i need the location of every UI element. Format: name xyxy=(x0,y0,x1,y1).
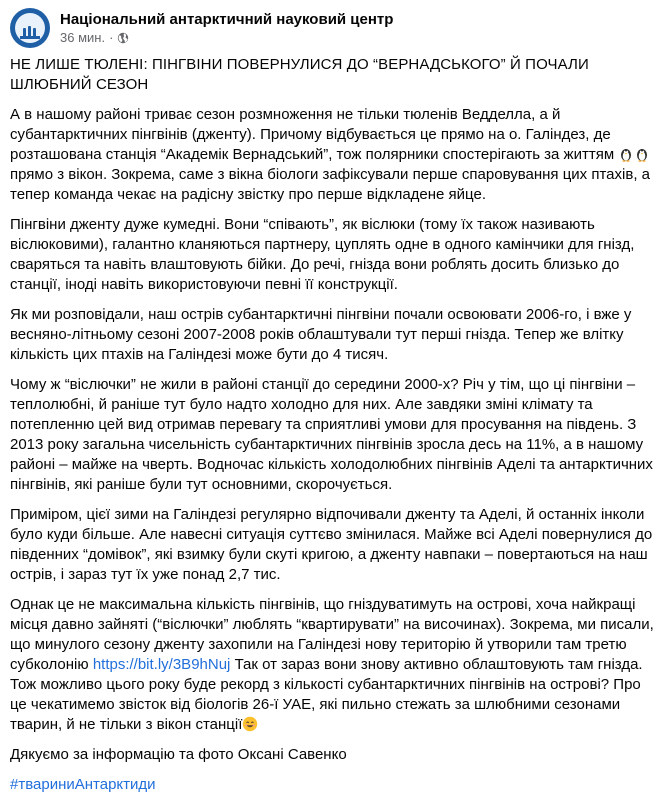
paragraph-1 xyxy=(10,105,660,205)
post-timestamp[interactable]: 36 мин. xyxy=(60,30,106,45)
paragraph-5: Приміром, цієї зими на Галіндезі регулярно відпочивали дженту та Аделі, й останніх інколи було куди більше. Але навесні ситуація суттєво змінилася. Майже всі Аделі повернулися до південних “домівок”, які взимку були скуті кригою, а дженту навпаки – повертаються на наш острів, і зараз тут їх уже понад 2,7 тис. xyxy=(10,506,653,583)
post-header xyxy=(10,8,660,48)
penguin-emoji-icon xyxy=(618,146,634,162)
paragraph-3: Як ми розповідали, наш острів субантарктичні пінгвіни почали освоювати 2006-го, і вже у весняно-літньому сезоні 2007-2008 років облаштували тут перші гнізда. Тепер же влітку кількість цих птахів на Галіндезі може бути до 4 тисяч. xyxy=(10,306,632,363)
hashtag-link[interactable]: #твариниАнтарктиди xyxy=(10,776,156,793)
page-name-link[interactable]: Національний антарктичний науковий центр xyxy=(60,11,394,28)
paragraph-1-text-cont: прямо з вікон. Зокрема, саме з вікна біологи зафіксували перше спаровування цих птахів, а тепер команда чекає на радісну звістку про перше відкладене яйце. xyxy=(10,166,650,203)
paragraph-6 xyxy=(10,595,660,735)
paragraph-6-text: Однак це не максимальна кількість пінгвінів, що гніздуватимуть на острові, хоча найкращі місця давно зайняті (“віслючки” люблять “квартирувати” на височинах). Зокрема, ми писали, що минулого сезону дженту захопили на Галіндезі нову територію й утворили там третю субколонію xyxy=(10,596,654,673)
page-avatar[interactable] xyxy=(10,8,50,48)
paragraph-2: Пінгвіни дженту дуже кумедні. Вони “співають”, як віслюки (тому їх також називають віслюковими), галантно кланяються партнеру, цуплять одне в одного камінчики для гнізд, сваряться та навіть влаштовують бійки. До речі, гнізда вони роблять досить близько до станції, іноді навіть використовуючи певні її конструкції. xyxy=(10,216,635,293)
globe-icon[interactable] xyxy=(117,32,129,44)
paragraph-1-text: А в нашому районі триває сезон розмноження не тільки тюленів Ведделла, а й субантарктичних пінгвінів (дженту). Причому відбувається це прямо на о. Галіндез, де розташована станція “Академік Вернадський”, тож полярники спостерігають за життям xyxy=(10,106,615,163)
paragraph-6-text-cont: Так от зараз вони знову активно облаштовують там гнізда. Тож можливо цього року буде рекорд з кількості субантарктичних пінгвінів на острові? Про це чекатимемо звісток від біологів 26-ї УАЕ, які пильно стежать за шлюбними сезонами тварин, й не тільки з вікон станції xyxy=(10,656,643,733)
paragraph-7: Дякуємо за інформацію та фото Оксані Савенко xyxy=(10,746,347,763)
post-body xyxy=(10,55,660,805)
paragraph-4: Чому ж “віслючки” не жили в районі станції до середини 2000-х? Річ у тім, що ці пінгвіни – теплолюбні, й раніше тут було надто холодно для них. Але завдяки зміні клімату та потепленню цей вид отримав перевагу та сприятливі умови для просування на південь. З 2013 року загальна чисельність субантарктичних пінгвінів зросла десь на 11%, а в нашому районі – майже на чверть. Водночас кількість холодолюбних пінгвінів Аделі та антарктичних пінгвінів, які раніше були тут основними, скорочується. xyxy=(10,376,653,493)
meta-separator: · xyxy=(109,30,114,45)
smiling-face-emoji-icon xyxy=(242,716,258,732)
penguin-emoji-icon xyxy=(634,146,650,162)
post-title: НЕ ЛИШЕ ТЮЛЕНІ: ПІНГВІНИ ПОВЕРНУЛИСЯ ДО “ВЕРНАДСЬКОГО” Й ПОЧАЛИ ШЛЮБНИЙ СЕЗОН xyxy=(10,56,589,93)
subcolony-link[interactable]: https://bit.ly/3B9hNuj xyxy=(92,656,231,673)
